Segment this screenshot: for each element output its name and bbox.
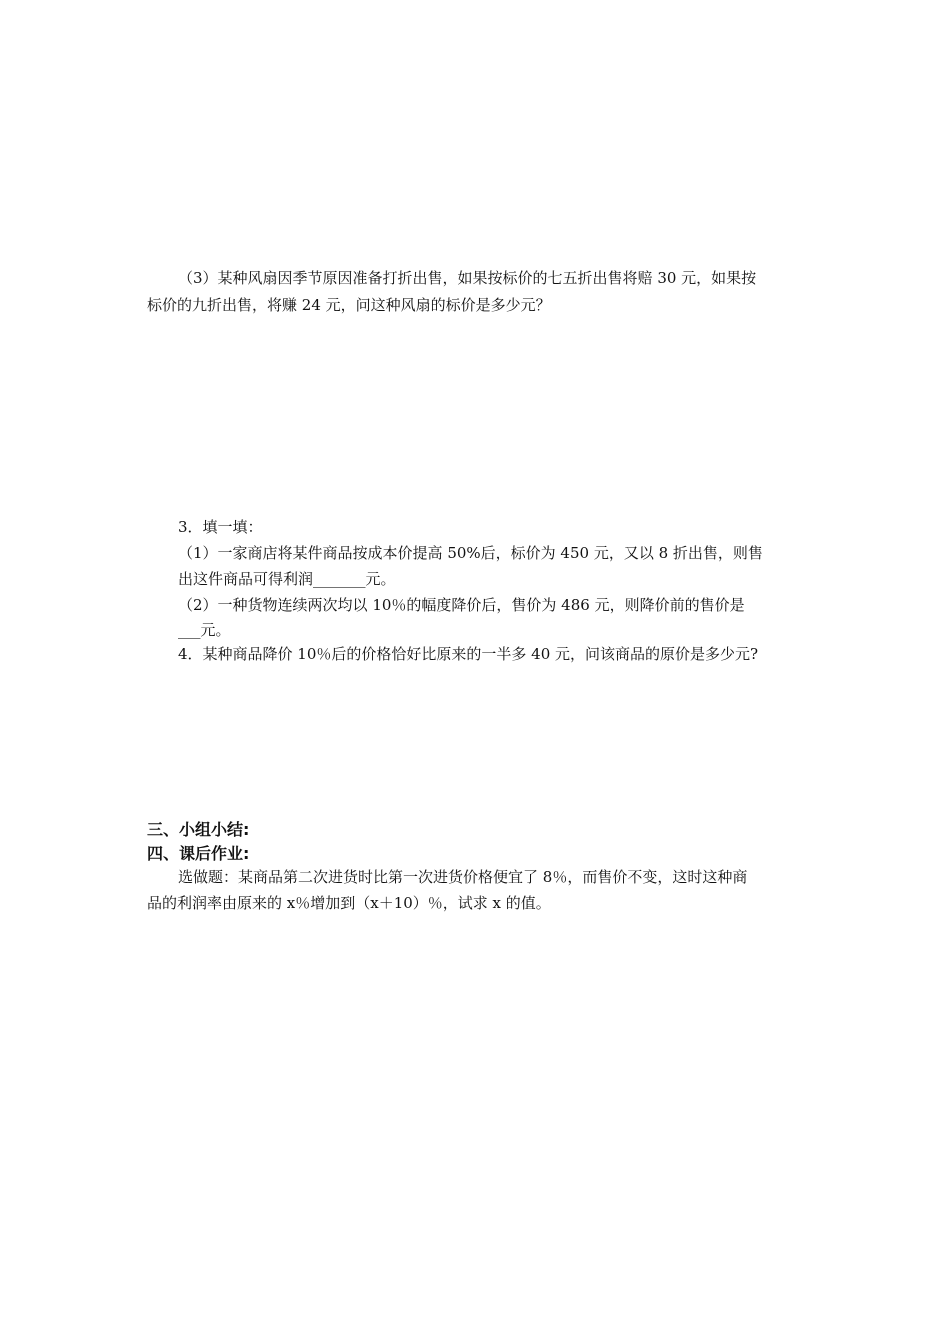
fill-q1-line-2: 出这件商品可得利润_______元。 — [178, 570, 396, 588]
fill-in-title: 3．填一填： — [178, 518, 263, 536]
summary-heading: 三、小组小结: — [147, 820, 250, 839]
fill-q2-line-2: ___元。 — [178, 621, 231, 639]
problem-3-3-line-2: 标价的九折出售，将赚 24 元，问这种风扇的标价是多少元？ — [147, 296, 551, 314]
problem-4: 4．某种商品降价 10％后的价格恰好比原来的一半多 40 元，问该商品的原价是多少元? — [178, 645, 759, 663]
homework-line-2: 品的利润率由原来的 x％增加到（x＋10）％，试求 x 的值。 — [147, 894, 551, 912]
problem-3-3-line-1: （3）某种风扇因季节原因准备打折出售，如果按标价的七五折出售将赔 30 元，如果按 — [178, 269, 757, 287]
fill-q2-line-1: （2）一种货物连续两次均以 10％的幅度降价后，售价为 486 元，则降价前的售价是 — [178, 596, 745, 614]
fill-q1-line-1: （1）一家商店将某件商品按成本价提高 50%后，标价为 450 元，又以 8 折出售，则售 — [178, 544, 763, 562]
homework-line-1: 选做题：某商品第二次进货时比第一次进货价格便宜了 8％，而售价不变，这时这种商 — [178, 868, 748, 886]
homework-heading: 四、课后作业: — [147, 844, 250, 863]
